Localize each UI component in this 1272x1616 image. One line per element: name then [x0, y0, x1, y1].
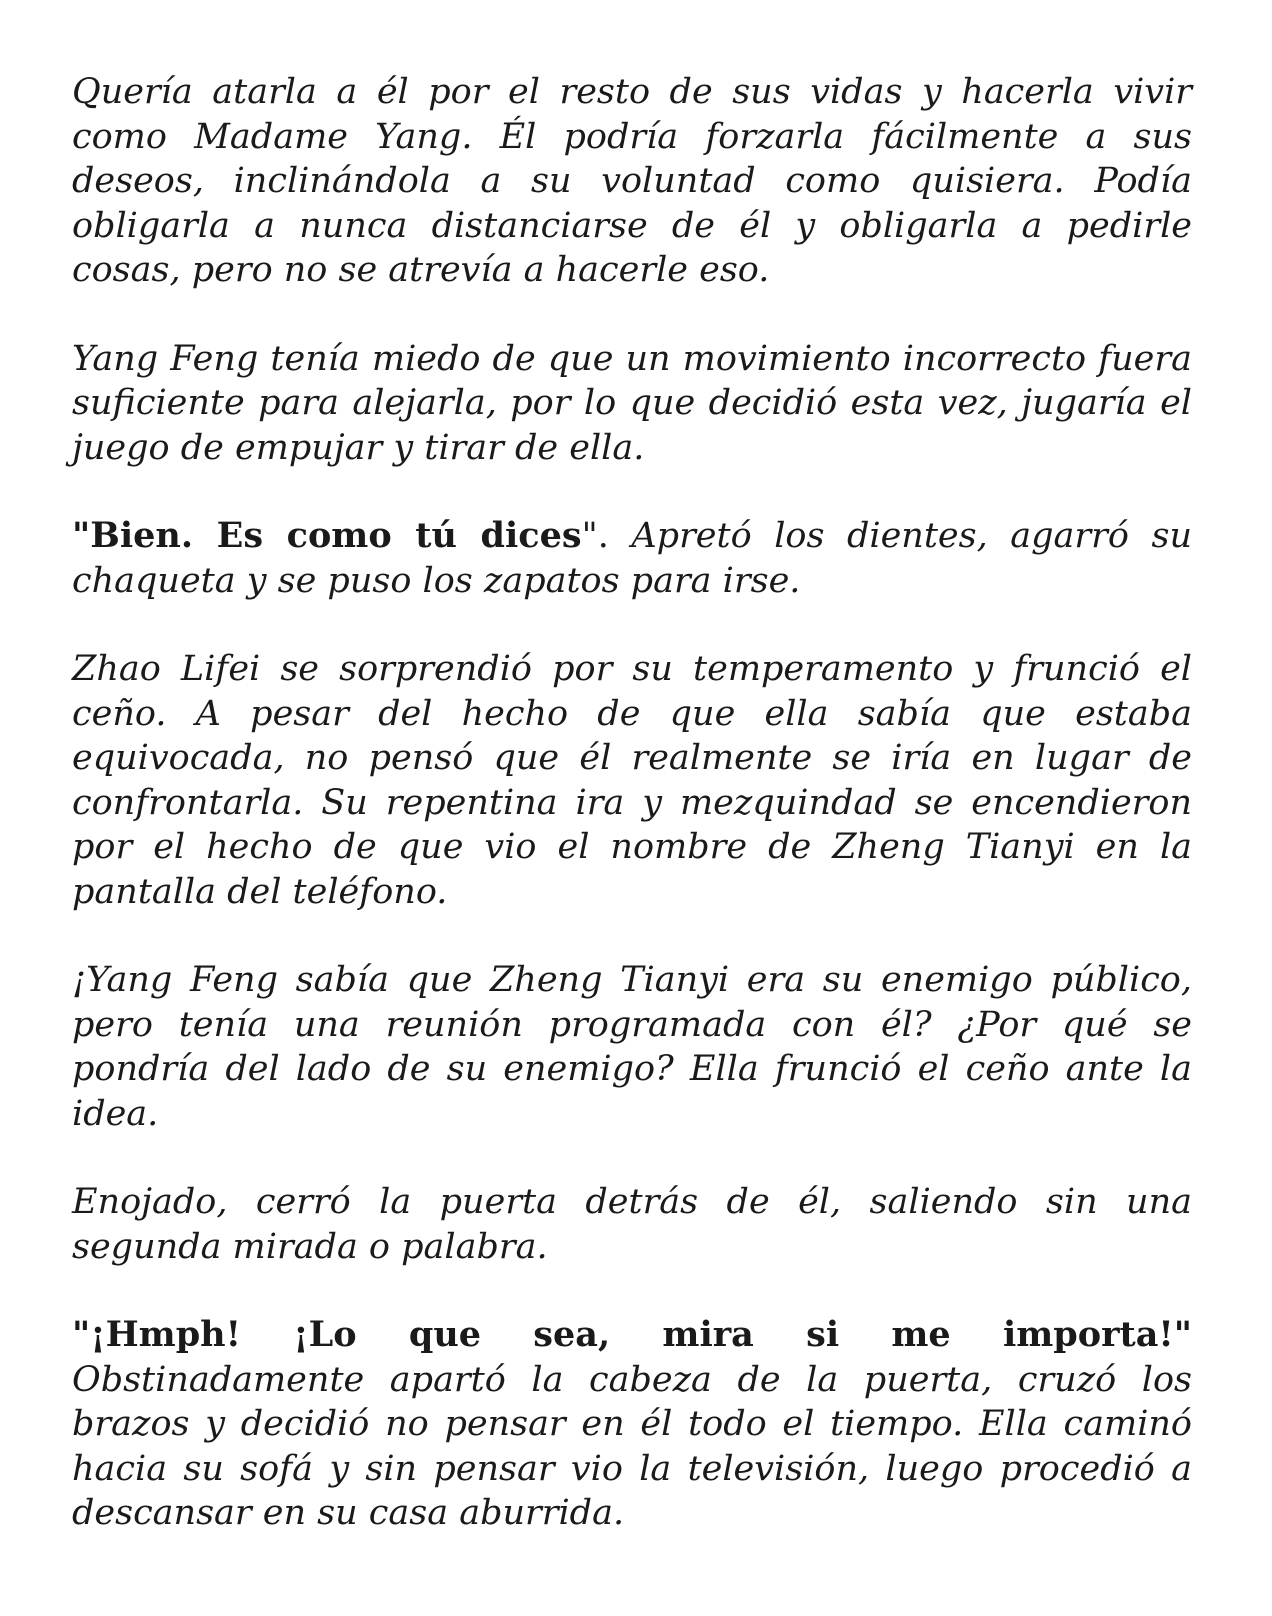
paragraph-5: ¡Yang Feng sabía que Zheng Tianyi era su enemigo público, pero tenía una reunión programada con él? ¿Por qué se pondría del lado de su enemigo? Ella frunció el ceño ante la idea.	[72, 960, 1192, 1134]
dialogue-bold: "¡Hmph! ¡Lo que sea, mira si me importa!"	[72, 1314, 1192, 1355]
document-page	[72, 70, 1192, 1580]
paragraph-7	[72, 1313, 1192, 1536]
paragraph-3	[72, 514, 1192, 603]
dialogue-bold: Bien. Es como tú dices	[90, 515, 582, 556]
paragraph-6: Enojado, cerró la puerta detrás de él, saliendo sin una segunda mirada o palabra.	[72, 1182, 1192, 1267]
dialogue-quote-open: "	[72, 515, 91, 556]
paragraph-2: Yang Feng tenía miedo de que un movimiento incorrecto fuera suficiente para alejarla, por lo que decidió esta vez, jugaría el juego de empujar y tirar de ella.	[72, 338, 1192, 468]
paragraph-1: Quería atarla a él por el resto de sus vidas y hacerla vivir como Madame Yang. Él podría forzarla fácilmente a sus deseos, inclinándola a su voluntad como quisiera. Podía obligarla a nunca distanciarse de él y obligarla a pedirle cosas, pero no se atrevía a hacerle eso.	[72, 72, 1192, 290]
narration: Obstinadamente apartó la cabeza de la puerta, cruzó los brazos y decidió no pensar en él todo el tiempo. Ella caminó hacia su sofá y sin pensar vio la televisión, luego procedió a descansar en su casa aburrida.	[72, 1359, 1192, 1533]
narration: Apretó los dientes, agarró su chaqueta y se puso los zapatos para irse.	[72, 516, 1192, 601]
paragraph-4: Zhao Lifei se sorprendió por su temperamento y frunció el ceño. A pesar del hecho de que ella sabía que estaba equivocada, no pensó que él realmente se iría en lugar de confrontarla. Su repentina ira y mezquindad se encendieron por el hecho de que vio el nombre de Zheng Tianyi en la pantalla del teléfono.	[72, 649, 1192, 912]
dialogue-quote-close: ".	[581, 516, 609, 556]
